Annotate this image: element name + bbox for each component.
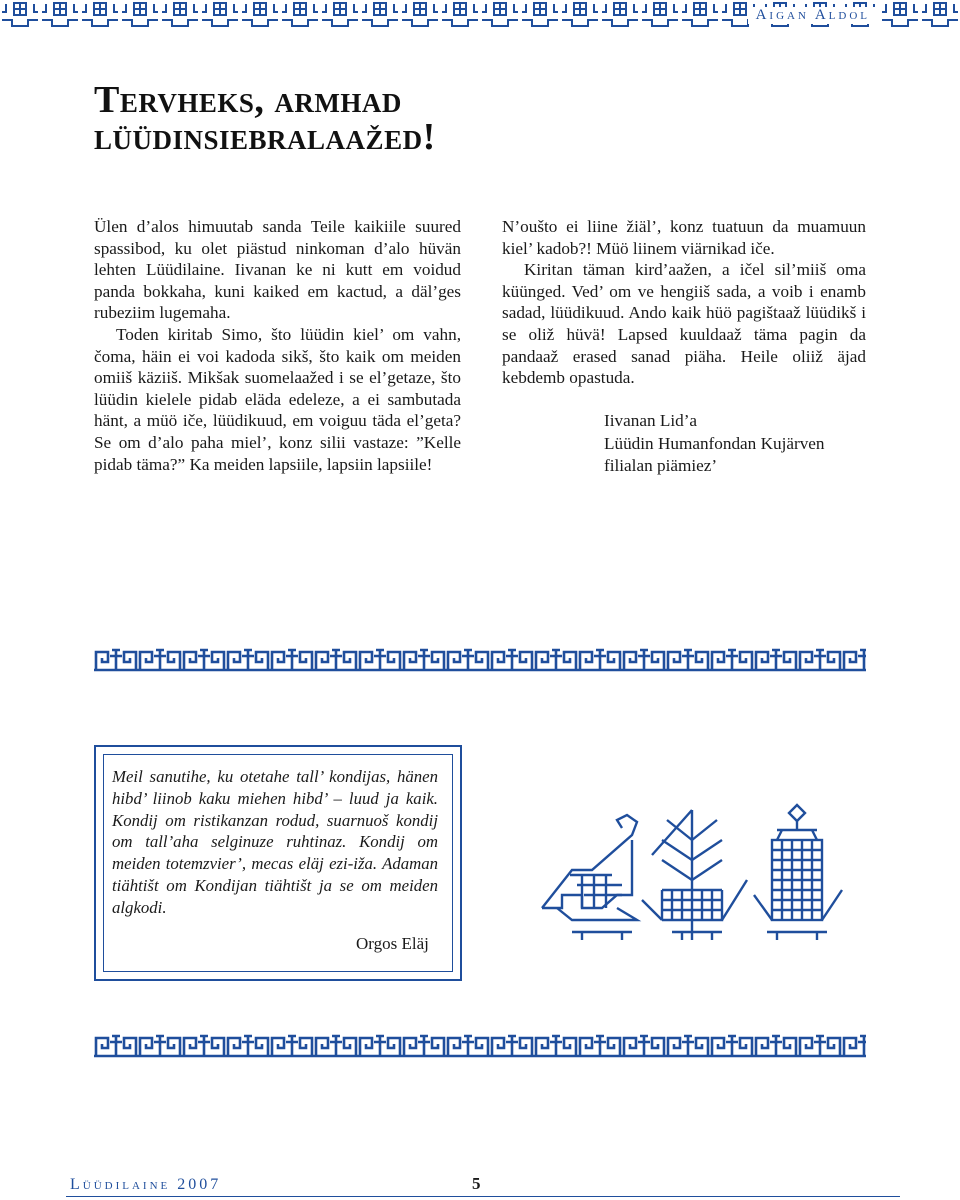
footer-journal-title: Lüüdilaine 2007 xyxy=(70,1176,222,1193)
right-column xyxy=(502,216,866,389)
running-head: Aigan Aldol xyxy=(748,7,878,24)
article-title xyxy=(94,79,514,158)
quote-box xyxy=(94,745,462,981)
bird-tree-tower-embroidery-icon xyxy=(522,800,872,955)
meander-border-top xyxy=(94,646,866,674)
paragraph: Kiritan täman kird’aažen, a ičel sil’miiš oma küünged. Ved’ om ve hengiiš sada, a voib i enamb sadad, lüüdikuud. Ando kaik hüö pagištaaž lüüdikš i se oliž hüvä! Lapsed kuuldaaž täma pagin da pandaaž erased sanad piäha. Heile oliiž äjad kebdemb opastuda. xyxy=(502,260,866,388)
paragraph: N’oušto ei liine žiäl’, konz tuatuun da muamuun kiel’ kadob?! Müö liinem viärnikad iče. xyxy=(502,217,866,258)
title-line-2: lüüdinsiebralaažed! xyxy=(94,116,436,158)
page-number: 5 xyxy=(472,1174,481,1193)
paragraph: Toden kiritab Simo, što lüüdin kiel’ om vahn, čoma, häin ei voi kadoda sikš, što kaik om meiden omiiš käziiš. Mikšak suomelaažed i se el’getaze, što lüüdin kielele pidab eläda edeleze, a ei sambutada hänt, a müö iče, lüüdikuud, em voiguu täda el’geta? Se om d’alo paha miel’, konz silii vastaze: ”Kelle pidab täma?” Ka meiden lapsiile, lapsiin lapsiile! xyxy=(94,324,461,474)
left-column xyxy=(94,216,461,475)
title-line-1: Tervheks, armhad xyxy=(94,79,402,121)
paragraph: Ülen d’alos himuutab sanda Teile kaikiile suured spassibod, ku olet piästud ninkoman d’alo hüvän lehten Lüüdilaine. Iivanan ke ni kutt em voidud panda bokkaha, kuni kaiked em kactud, a däl’ges rubeziim lugemaha. xyxy=(94,217,461,323)
footer-rule xyxy=(66,1196,900,1197)
signature-org: Lüüdin Humanfondan Kujärven xyxy=(604,433,825,453)
signature-name: Iivanan Lid’a xyxy=(604,411,698,430)
signature-role: filialan piämiez’ xyxy=(604,456,718,475)
quote-text: Meil sanutihe, ku otetahe tall’ kondijas, hänen hibd’ liinob kaku miehen hibd’ – luud ja kaik. Kondij om ristikanzan rodud, suarnuoš kondij om tall’aha selginuze ruhtinaz. Kondij om meiden totemzvier’, mecas eläj ezi-iža. Adaman tiähtišt om Kondijan tiähtišt ja se om meiden algkodi. xyxy=(112,767,438,917)
signature-block xyxy=(604,410,825,478)
quote-author: Orgos Eläj xyxy=(356,934,429,953)
meander-border-bottom xyxy=(94,1032,866,1060)
